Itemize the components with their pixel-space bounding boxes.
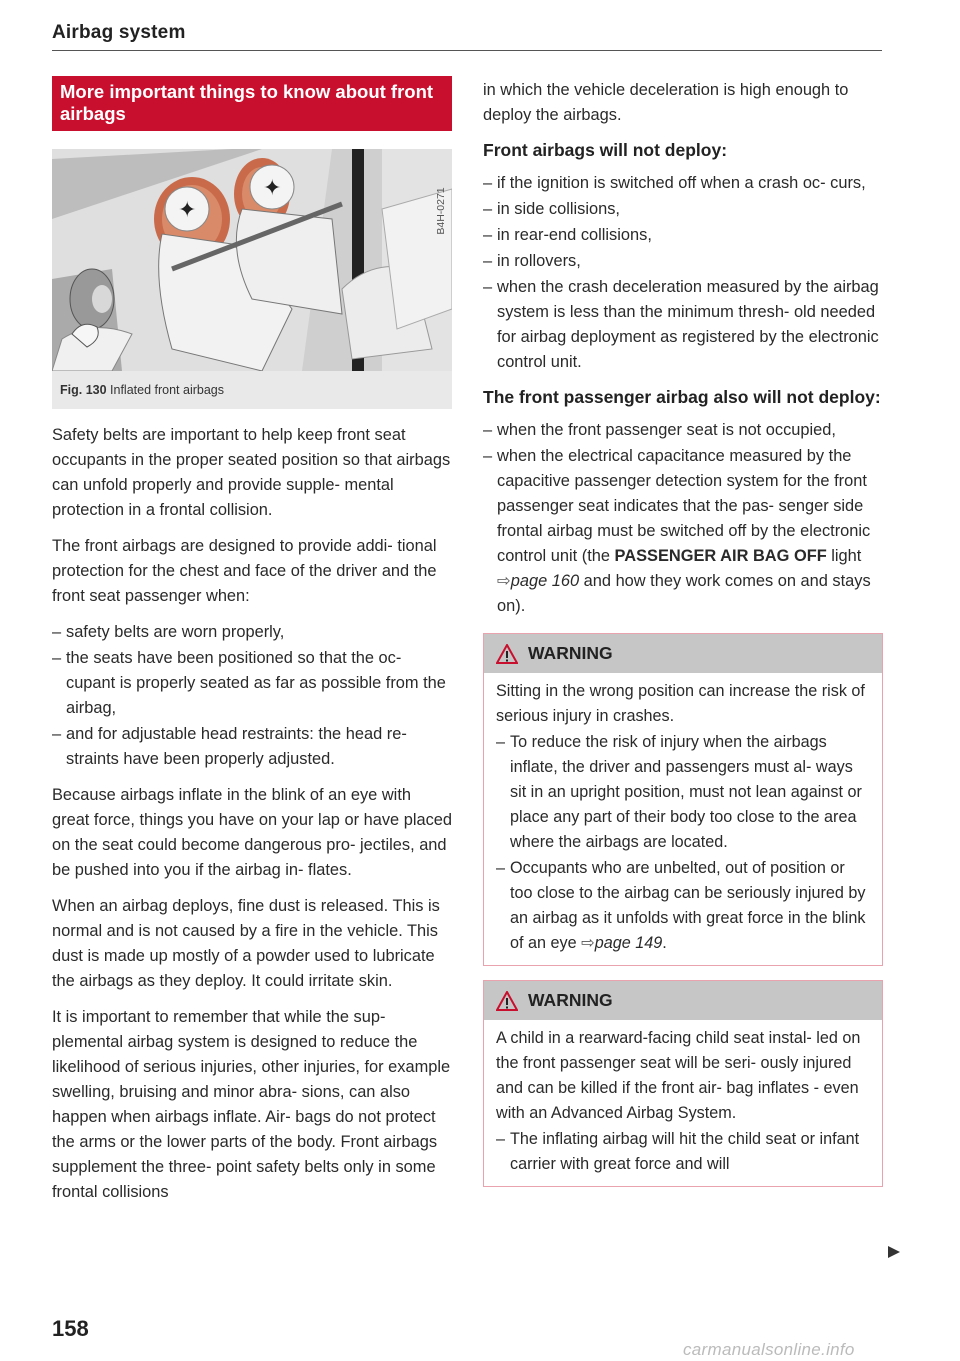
svg-text:✦: ✦ (263, 176, 282, 201)
warning-intro: A child in a rearward-facing child seat instal- led on the front passenger seat will be seri- ously injured and can be killed if the front air- bag inflates - even with an Advanced Airbag System. (496, 1029, 861, 1122)
list-item: – The inflating airbag will hit the child seat or infant carrier with great force and will (496, 1127, 870, 1177)
warning-list (496, 730, 870, 956)
section-header (52, 22, 882, 51)
warning-body (484, 673, 882, 965)
list-item: – safety belts are worn properly, (52, 620, 452, 645)
svg-text:✦: ✦ (178, 198, 197, 223)
subheading-passenger-not-deploy: The front passenger airbag also will not deploy: (483, 387, 881, 407)
text-span: light (826, 547, 862, 565)
text-span: when the electrical capacitance measured by the capacitive passenger detection system for the front passenger seat indicates that the pas- senger side frontal airbag must be switched off by the electronic control unit (the (497, 447, 871, 565)
continue-arrow-icon (886, 1244, 902, 1260)
list-item: – if the ignition is switched off when a crash oc- curs, (483, 171, 883, 196)
paragraph: It is important to remember that while the sup- plemental airbag system is designed to reduce the likelihood of serious injuries, other injuries, for example swelling, bruising and minor abra- sions, can also happen when airbags inflate. Air- bags do not protect the arms or the lower parts of the body. Front airbags supplement the three- point safety belts only in some frontal collisions (52, 1008, 451, 1201)
list-item: – in rollovers, (483, 249, 883, 274)
paragraph: The front airbags are designed to provide addi- tional protection for the chest and face of the driver and the front seat passenger when: (52, 537, 437, 605)
paragraph: Safety belts are important to help keep front seat occupants in the proper seated position so that airbags can unfold properly and provide supple- mental protection in a frontal collision. (52, 426, 451, 519)
list-item: – To reduce the risk of injury when the airbags inflate, the driver and passengers must al- ways sit in an upright position, must not lean against or place any part of their body too close to the area where the airbags are located. (496, 730, 870, 855)
right-column (483, 78, 883, 1197)
warning-triangle-icon (496, 991, 518, 1011)
paragraph: Because airbags inflate in the blink of an eye with great force, things you have on your lap or have placed on the seat could become dangerous pro- jectiles, and be pushed into you if the airbag in- flates. (52, 786, 453, 879)
list-item: – in rear-end collisions, (483, 223, 883, 248)
warning-header (484, 634, 882, 673)
warning-box (483, 980, 883, 1187)
figure-caption-text: Inflated front airbags (110, 383, 224, 397)
not-deploy-list (483, 171, 883, 375)
page-number: 158 (52, 1316, 89, 1341)
list-item: – the seats have been positioned so that the oc- cupant is properly seated as far as possible from the airbag, (52, 646, 452, 721)
passenger-not-deploy-list (483, 418, 883, 619)
section-title: Airbag system (52, 22, 186, 43)
text-span: . (662, 934, 667, 952)
list-item (483, 444, 883, 619)
figure-label: Fig. 130 (60, 383, 107, 397)
warning-triangle-icon (496, 644, 518, 664)
warning-header (484, 981, 882, 1020)
warning-body (484, 1020, 882, 1186)
list-item: – in side collisions, (483, 197, 883, 222)
text-span: and how they work comes on and stays on). (497, 572, 871, 615)
arrow-right-icon: ⇨ (497, 572, 511, 590)
figure-code: B4H-0271 (435, 187, 447, 235)
warning-intro: Sitting in the wrong position can increase the risk of serious injury in crashes. (496, 682, 865, 725)
indicator-name: PASSENGER AIR BAG OFF (614, 547, 827, 565)
list-item (496, 856, 870, 956)
figure-caption (52, 371, 452, 409)
list-item: – when the front passenger seat is not occupied, (483, 418, 883, 443)
watermark: carmanualsonline.info (683, 1340, 855, 1359)
airbag-illustration (52, 149, 452, 371)
arrow-right-icon: ⇨ (581, 934, 595, 952)
page-reference-link[interactable]: page 160 (510, 572, 580, 590)
conditions-list (52, 620, 452, 772)
warning-title: WARNING (528, 643, 613, 663)
paragraph-continued: in which the vehicle deceleration is high enough to deploy the airbags. (483, 81, 849, 124)
warning-box (483, 633, 883, 966)
list-item: – when the crash deceleration measured by the airbag system is less than the minimum thresh- old needed for airbag deployment as registered by the electronic control unit. (483, 275, 883, 375)
text-span: Occupants who are unbelted, out of position or too close to the airbag can be seriously injured by an airbag as it unfolds with great force in the blink of an eye (510, 859, 866, 952)
figure (52, 149, 452, 409)
page-reference-link[interactable]: page 149 (594, 934, 663, 952)
subheading-not-deploy: Front airbags will not deploy: (483, 140, 728, 160)
list-item: – and for adjustable head restraints: the head re- straints have been properly adjusted. (52, 722, 452, 772)
left-column (52, 76, 452, 1216)
topic-title: More important things to know about front airbags (52, 76, 452, 131)
paragraph: When an airbag deploys, fine dust is released. This is normal and is not caused by a fire in the vehicle. This dust is made up mostly of a powder used to lubricate the airbags as they deploy. It could irritate skin. (52, 897, 440, 990)
warning-title: WARNING (528, 990, 613, 1010)
warning-list (496, 1127, 870, 1177)
